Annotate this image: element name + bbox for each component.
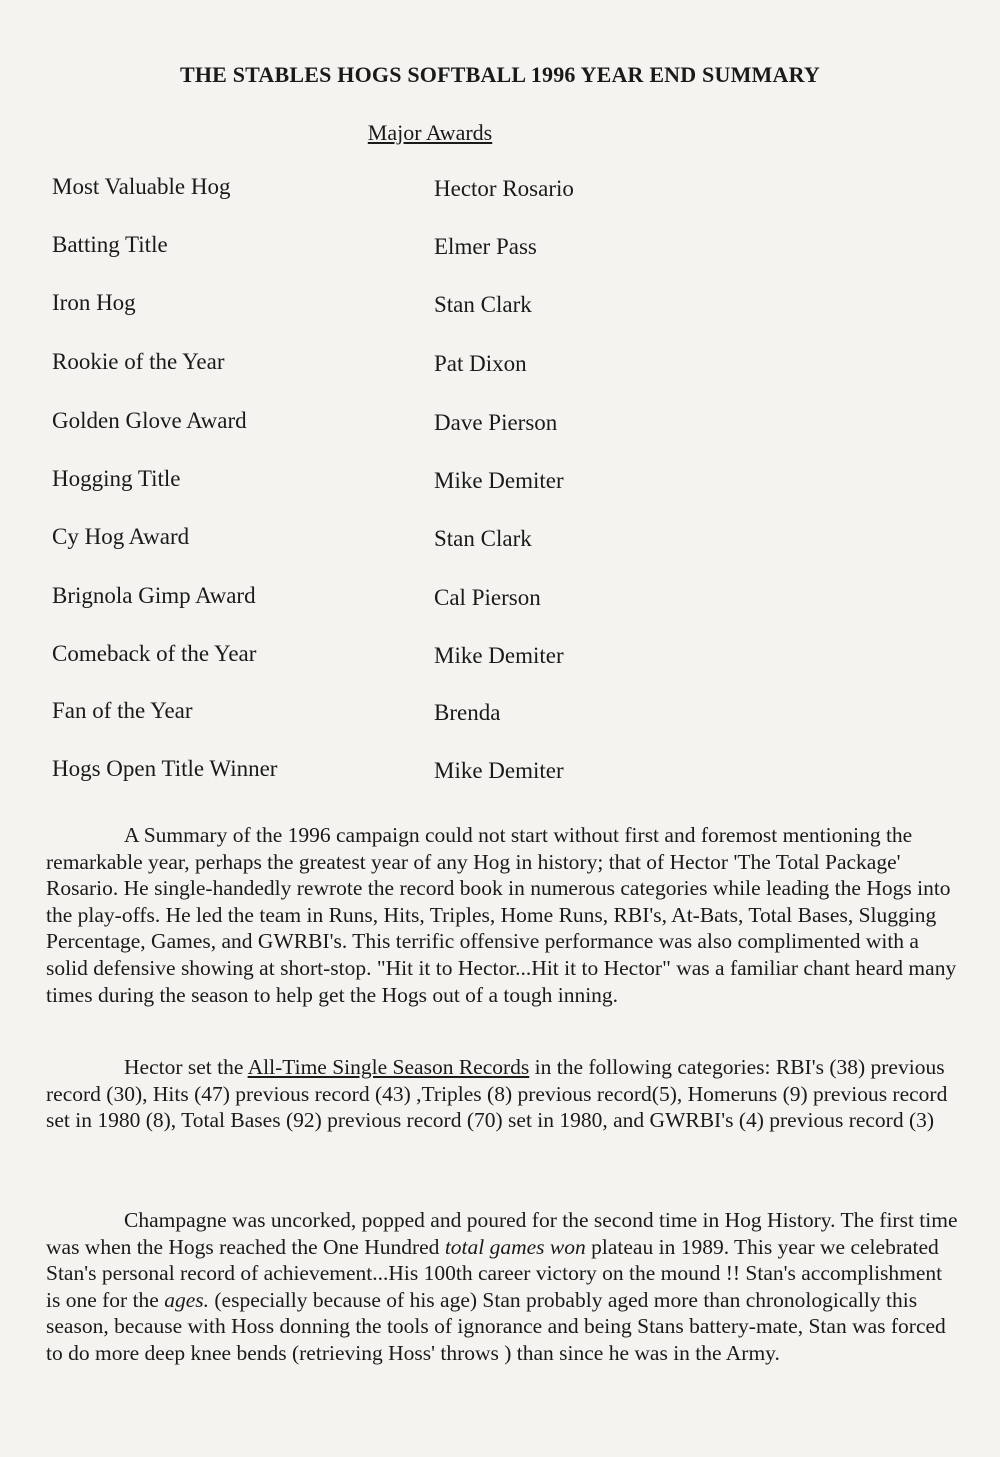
award-row [52,349,672,379]
paragraph-text-part: Champagne was uncorked, popped and poured for the second time in Hog History. The first time was when the Hogs reached the One Hundred [46,1208,958,1259]
award-winner: Pat Dixon [434,351,527,376]
award-row [52,466,672,496]
award-winner: Stan Clark [434,292,532,317]
paragraph-text-end: in the following categories: RBI's (38) previous record (30), Hits (47) previous record (43) ,Triples (8) previous record(5), Homeruns (9) previous record set in 1980 (8), Total Bases (92) previous record (70) set in 1980, and GWRBI's (4) previous record (3) [46,1055,948,1133]
paragraph-text-start: Hector set the [124,1055,248,1079]
award-name: Hogs Open Title Winner [52,756,278,781]
award-row [52,698,672,728]
award-winner: Hector Rosario [434,176,574,201]
award-row [52,756,672,786]
award-row [52,408,672,438]
award-row [52,174,672,204]
award-winner: Brenda [434,700,501,725]
award-winner: Mike Demiter [434,758,564,783]
award-winner: Cal Pierson [434,585,541,610]
italic-total-games-won: total games won [444,1234,586,1259]
award-winner: Mike Demiter [434,643,564,668]
champagne-paragraph [46,1207,958,1367]
records-paragraph [46,1054,958,1134]
award-name: Batting Title [52,232,168,257]
award-name: Brignola Gimp Award [52,583,256,608]
award-name: Golden Glove Award [52,408,247,433]
award-name: Comeback of the Year [52,641,257,666]
award-winner: Stan Clark [434,526,532,551]
paragraph-text-part: (especially because of his age) Stan probably aged more than chronologically this season, because with Hoss donning the tools of ignorance and being Stans battery-mate, Stan was forced to do more deep knee bends (retrieving Hoss' throws ) than since he was in the Army. [46,1287,946,1365]
paragraph-text: A Summary of the 1996 campaign could not start without first and foremost mentioning the remarkable year, perhaps the greatest year of any Hog in history; that of Hector 'The Total Package' Rosario. He single-handedly rewrote the record book in numerous categories while leading the Hogs into the play-offs. He led the team in Runs, Hits, Triples, Home Runs, RBI's, At-Bats, Total Bases, Slugging Percentage, Games, and GWRBI's. This terrific offensive performance was also complimented with a solid defensive showing at short-stop. "Hit it to Hector...Hit it to Hector" was a familiar chant heard many times during the season to help get the Hogs out of a tough inning. [46,823,957,1007]
paragraph-text [46,1054,958,1134]
award-winner: Elmer Pass [434,234,537,259]
award-name: Hogging Title [52,466,181,491]
award-row [52,641,672,671]
award-name: Iron Hog [52,290,136,315]
award-row [52,524,672,554]
award-winner: Dave Pierson [434,410,558,435]
document-title: THE STABLES HOGS SOFTBALL 1996 YEAR END SUMMARY [179,62,821,87]
single-season-records-underlined: All-Time Single Season Records [247,1055,530,1079]
award-name: Cy Hog Award [52,524,190,549]
award-name: Most Valuable Hog [52,174,231,199]
award-row [52,232,672,262]
paragraph-text [46,1207,958,1367]
italic-ages: ages. [164,1287,210,1312]
major-awards-heading: Major Awards [367,120,493,145]
award-winner: Mike Demiter [434,468,564,493]
paragraph-text-part: plateau in 1989. This year we celebrated Stan's personal record of achievement...His 100th career victory on the mound !! Stan's accomplishment is one for the [46,1234,943,1312]
summary-paragraph [46,822,958,1008]
award-row [52,583,672,613]
award-name: Rookie of the Year [52,349,225,374]
award-name: Fan of the Year [52,698,193,723]
award-row [52,290,672,320]
